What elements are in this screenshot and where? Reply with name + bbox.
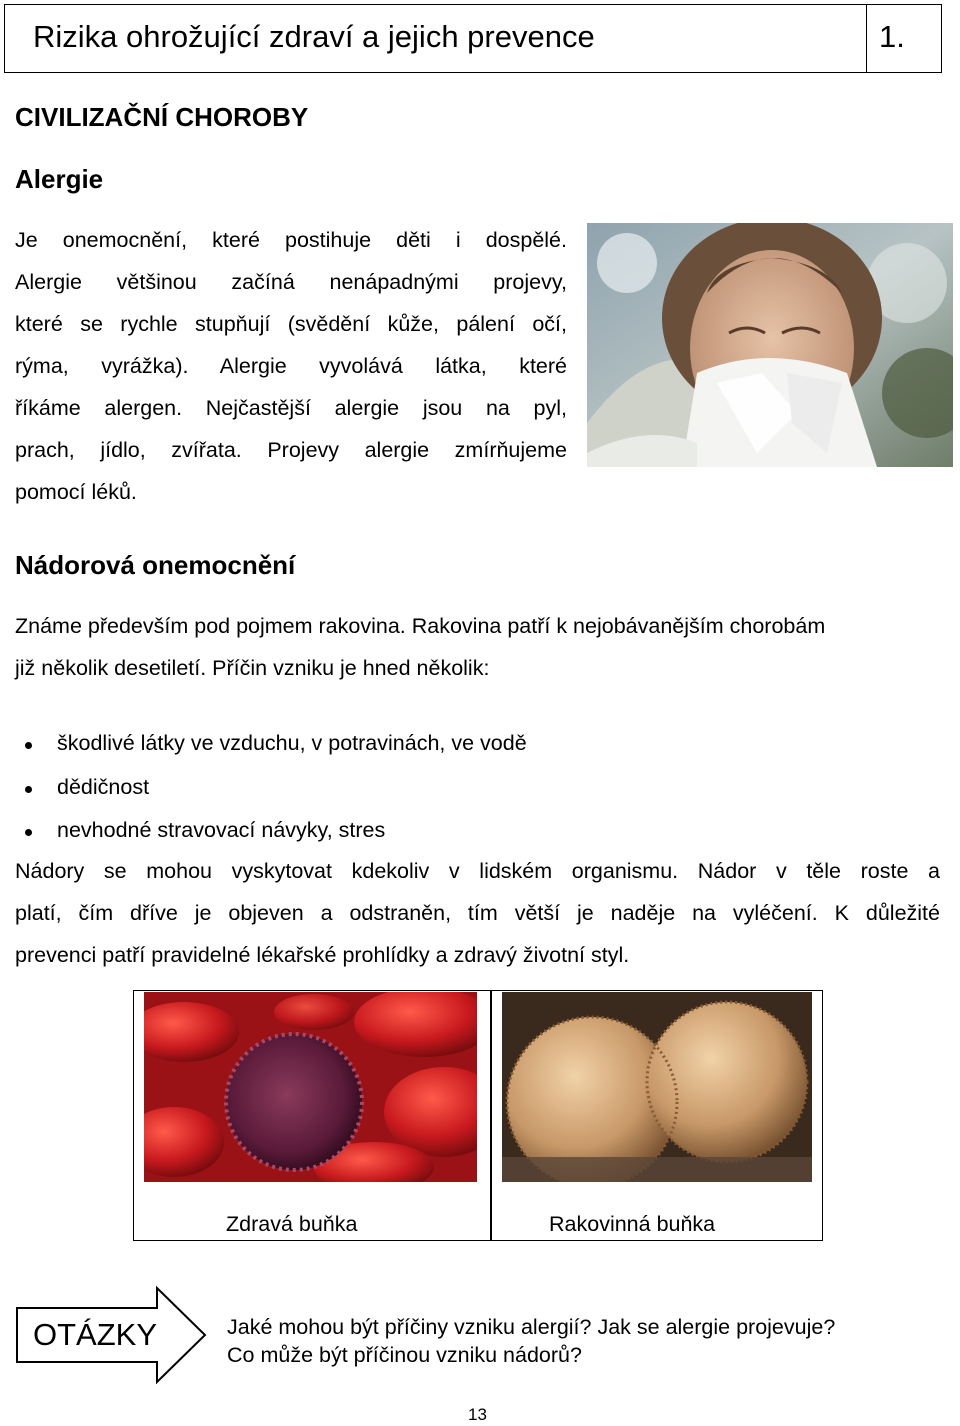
allergy-line: říkáme alergen. Nejčastější alergie jsou na pyl, [15, 396, 567, 420]
questions-label: OTÁZKY [33, 1317, 158, 1352]
allergy-line: prach, jídlo, zvířata. Projevy alergie zmírňujeme [15, 438, 567, 462]
tumors-intro [15, 605, 940, 689]
allergy-line: které se rychle stupňují (svědění kůže, pálení očí, [15, 312, 567, 336]
healthy-cell-photo [144, 992, 477, 1182]
question-line: Co může být příčinou vzniku nádorů? [227, 1343, 582, 1367]
causes-list [15, 722, 527, 853]
allergy-line: Je onemocnění, které postihuje děti i dospělé. [15, 228, 567, 252]
allergy-line: pomocí léků. [15, 480, 137, 504]
question-line: Jaké mohou být příčiny vzniku alergií? Jak se alergie projevuje? [227, 1315, 836, 1339]
allergy-heading: Alergie [15, 164, 104, 194]
allergy-line: rýma, vyrážka). Alergie vyvolává látka, které [15, 354, 567, 378]
tumors-line: prevenci patří pravidelné lékařské prohlídky a zdravý životní styl. [15, 943, 630, 967]
allergy-line: Alergie většinou začíná nenápadnými projevy, [15, 270, 567, 294]
tumors-paragraph [15, 850, 940, 976]
page-number: 13 [468, 1405, 487, 1424]
healthy-cell-caption: Zdravá buňka [226, 1212, 358, 1236]
cancer-cell-caption: Rakovinná buňka [549, 1212, 716, 1236]
allergy-paragraph [15, 219, 567, 513]
section-title: CIVILIZAČNÍ CHOROBY [15, 102, 309, 132]
chapter-title: Rizika ohrožující zdraví a jejich prevence [5, 5, 867, 72]
tumors-heading: Nádorová onemocnění [15, 550, 296, 580]
questions-text [227, 1313, 835, 1369]
cancer-cell-photo [502, 992, 812, 1182]
list-item: škodlivé látky ve vzduchu, v potravinách, ve vodě [15, 722, 527, 766]
tumors-line: Nádory se mohou vyskytovat kdekoliv v lidském organismu. Nádor v těle roste a [15, 859, 940, 883]
tumors-intro-line: již několik desetiletí. Příčin vzniku je hned několik: [15, 656, 490, 680]
list-item: nevhodné stravovací návyky, stres [15, 809, 527, 853]
cells-table-divider [490, 990, 492, 1241]
tumors-line: platí, čím dříve je objeven a odstraněn, tím větší je naděje na vyléčení. K důležité [15, 901, 940, 925]
list-item: dědičnost [15, 766, 527, 810]
allergy-photo [587, 223, 953, 467]
tumors-intro-line: Známe především pod pojmem rakovina. Rakovina patří k nejobávanějším chorobám [15, 614, 826, 638]
chapter-number: 1. [879, 19, 905, 54]
chapter-header [4, 4, 942, 73]
